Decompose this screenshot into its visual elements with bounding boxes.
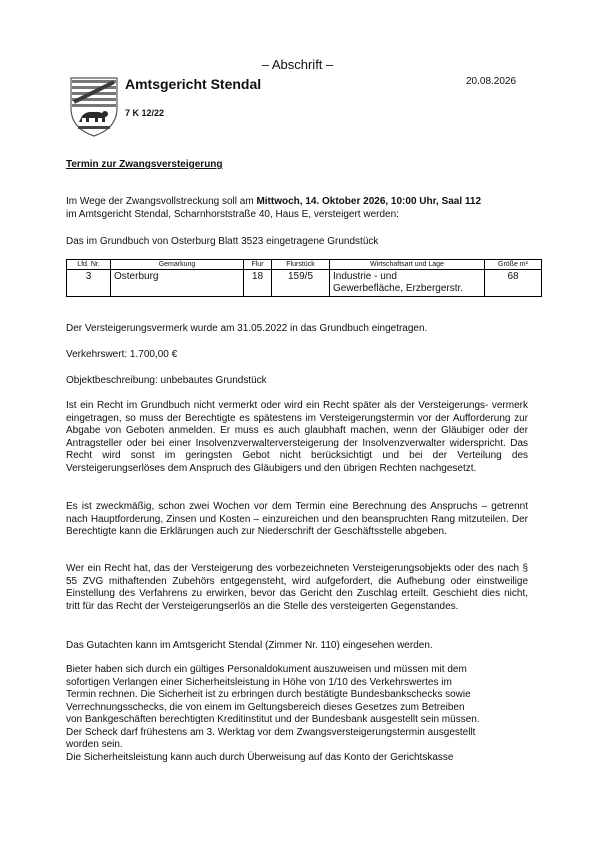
- cell-groesse: 68: [485, 270, 542, 297]
- cell-wirtschaftsart-line: Industrie - und: [333, 271, 397, 282]
- registration-note: Der Versteigerungsvermerk wurde am 31.05.2022 in das Grundbuch eingetragen.: [66, 323, 428, 334]
- paragraph-line: Gegenstandes.: [390, 600, 459, 612]
- paragraph-line: Der Scheck darf frühestens am 3. Werktag vor dem Zwangsversteigerungstermin ausgestellt: [66, 726, 476, 738]
- paragraph-line: Verrechnungsschecks, die von einem im Geltungsbereich dieses Gesetzes zum Betreiben: [66, 701, 465, 713]
- parcel-table: [66, 259, 542, 297]
- paragraph-line: Bieter haben sich durch ein gültiges Personaldokument auszuweisen und müssen mit dem: [66, 664, 467, 675]
- paragraph-line: Geschäftsstelle abgeben.: [333, 526, 447, 537]
- paragraph-line: von Bankgeschäften berechtigten Kreditinstitut und der Bundesbank ausgestellt sein müssen.: [66, 714, 480, 725]
- paragraph-line: worden sein.: [66, 739, 123, 750]
- paragraph-line: Geschieht dies nicht, tritt für das Recht der Versteigerungserlös an die Stelle des versteigerten: [66, 588, 529, 612]
- paragraph-line: Es ist zweckmäßig, schon zwei Wochen vor dem Termin eine Berechnung des Anspruchs: [66, 501, 478, 512]
- paragraph-line: vermerk eingetragen, so muss der Berechtigte es spätestens im Versteigerungstermin vor der: [66, 400, 528, 424]
- paragraph-line: nach § 55 ZVG mithaftenden Zubehörs entgegensteht, wird aufgefordert, die Aufhebung oder: [66, 563, 528, 587]
- paragraph-line: übrigen Rechten nachgesetzt.: [343, 462, 477, 474]
- rights-paragraph: [66, 400, 528, 475]
- column-header: Gemarkung: [111, 260, 244, 270]
- cell-flur: 18: [244, 270, 272, 297]
- cell-wirtschaftsart: [330, 270, 485, 297]
- paragraph-line: Insolvenzverwalter widerspricht. Das Recht wird sonst im geringsten Gebot nicht berücksichtigt: [66, 437, 529, 461]
- abschrift-label: – Abschrift –: [261, 57, 334, 72]
- paragraph-line: Rang mitzuteilen. Der Berechtigte kann die Erklärungen auch zur Niederschrift der: [66, 513, 529, 537]
- table-header-row: [67, 260, 542, 270]
- column-header: Lfd. Nr.: [67, 260, 111, 270]
- paragraph-line: sofortigen Verlangen einer Sicherheitsleistung in Höhe von 1/10 des Verkehrswertes im: [66, 676, 452, 688]
- coat-of-arms-icon: [68, 74, 120, 138]
- paragraph-line: Ist ein Recht im Grundbuch nicht vermerkt oder wird ein Recht später als der Versteigerungs-: [66, 400, 489, 411]
- object-description: Objektbeschreibung: unbebautes Grundstück: [66, 375, 267, 386]
- paragraph-line: Wer ein Recht hat, das der Versteigerung des vorbezeichneten Versteigerungsobjekts oder des: [66, 563, 494, 574]
- paragraph-line: – getrennt nach Hauptforderung, Zinsen und Kosten – einzureichen und den beanspruchten: [66, 501, 528, 525]
- cell-flurstueck: 159/5: [272, 270, 330, 297]
- objection-paragraph: [66, 563, 528, 613]
- paragraph-line: Die Sicherheitsleistung kann auch durch Überweisung auf das Konto der Gerichtskasse: [66, 751, 454, 763]
- paragraph-line: einstweilige Einstellung des Verfahrens zu erwirken, bevor das Gericht den Zuschlag erteilt.: [66, 575, 529, 599]
- document-date: 20.08.2026: [466, 76, 517, 87]
- court-name: Amtsgericht Stendal: [125, 76, 262, 92]
- case-number: 7 K 12/22: [125, 108, 165, 118]
- page-title: Termin zur Zwangsversteigerung: [66, 159, 223, 170]
- paragraph-line: Termin rechnen. Die Sicherheit ist zu erbringen durch bestätigte Bundesbankschecks sowie: [66, 689, 471, 700]
- market-value: Verkehrswert: 1.700,00 €: [66, 349, 178, 360]
- intro-location: im Amtsgericht Stendal, Scharnhorststraße 40, Haus E, versteigert werden:: [66, 208, 399, 220]
- column-header: Größe m²: [485, 260, 542, 270]
- cell-nr: 3: [67, 270, 111, 297]
- cell-wirtschaftsart-line: Gewerbefläche, Erzbergerstr.: [333, 283, 464, 294]
- paragraph-line: Aufforderung zur Abgabe von Geboten anmelden. Er muss es auch glaubhaft machen, wenn: [66, 412, 528, 436]
- paragraph-line: und bei der Verteilung des Versteigerungserlöses dem Anspruch des Gläubigers und den: [66, 450, 529, 474]
- column-header: Flur: [244, 260, 272, 270]
- table-row: [67, 270, 542, 297]
- plot-description: Das im Grundbuch von Osterburg Blatt 3523 eingetragene Grundstück: [66, 236, 379, 247]
- cell-gemarkung: Osterburg: [111, 270, 244, 297]
- column-header: Wirtschaftsart und Lage: [330, 260, 485, 270]
- appraisal-note: Das Gutachten kann im Amtsgericht Stendal (Zimmer Nr. 110) eingesehen werden.: [66, 640, 433, 651]
- intro-text: Im Wege der Zwangsvollstreckung soll am: [66, 196, 257, 207]
- column-header: Flurstück: [272, 260, 330, 270]
- intro-paragraph: [66, 196, 528, 221]
- bidder-paragraph: [66, 664, 506, 764]
- intro-separator: ,: [435, 196, 442, 207]
- claim-calculation-paragraph: [66, 501, 528, 539]
- auction-date: Mittwoch, 14. Oktober 2026, 10:00 Uhr: [256, 196, 436, 207]
- paragraph-line: der Gläubiger oder der Antragsteller oder bei einer Insolvenzverwalterversteigerung der: [66, 425, 528, 449]
- auction-room: Saal 112: [441, 196, 482, 207]
